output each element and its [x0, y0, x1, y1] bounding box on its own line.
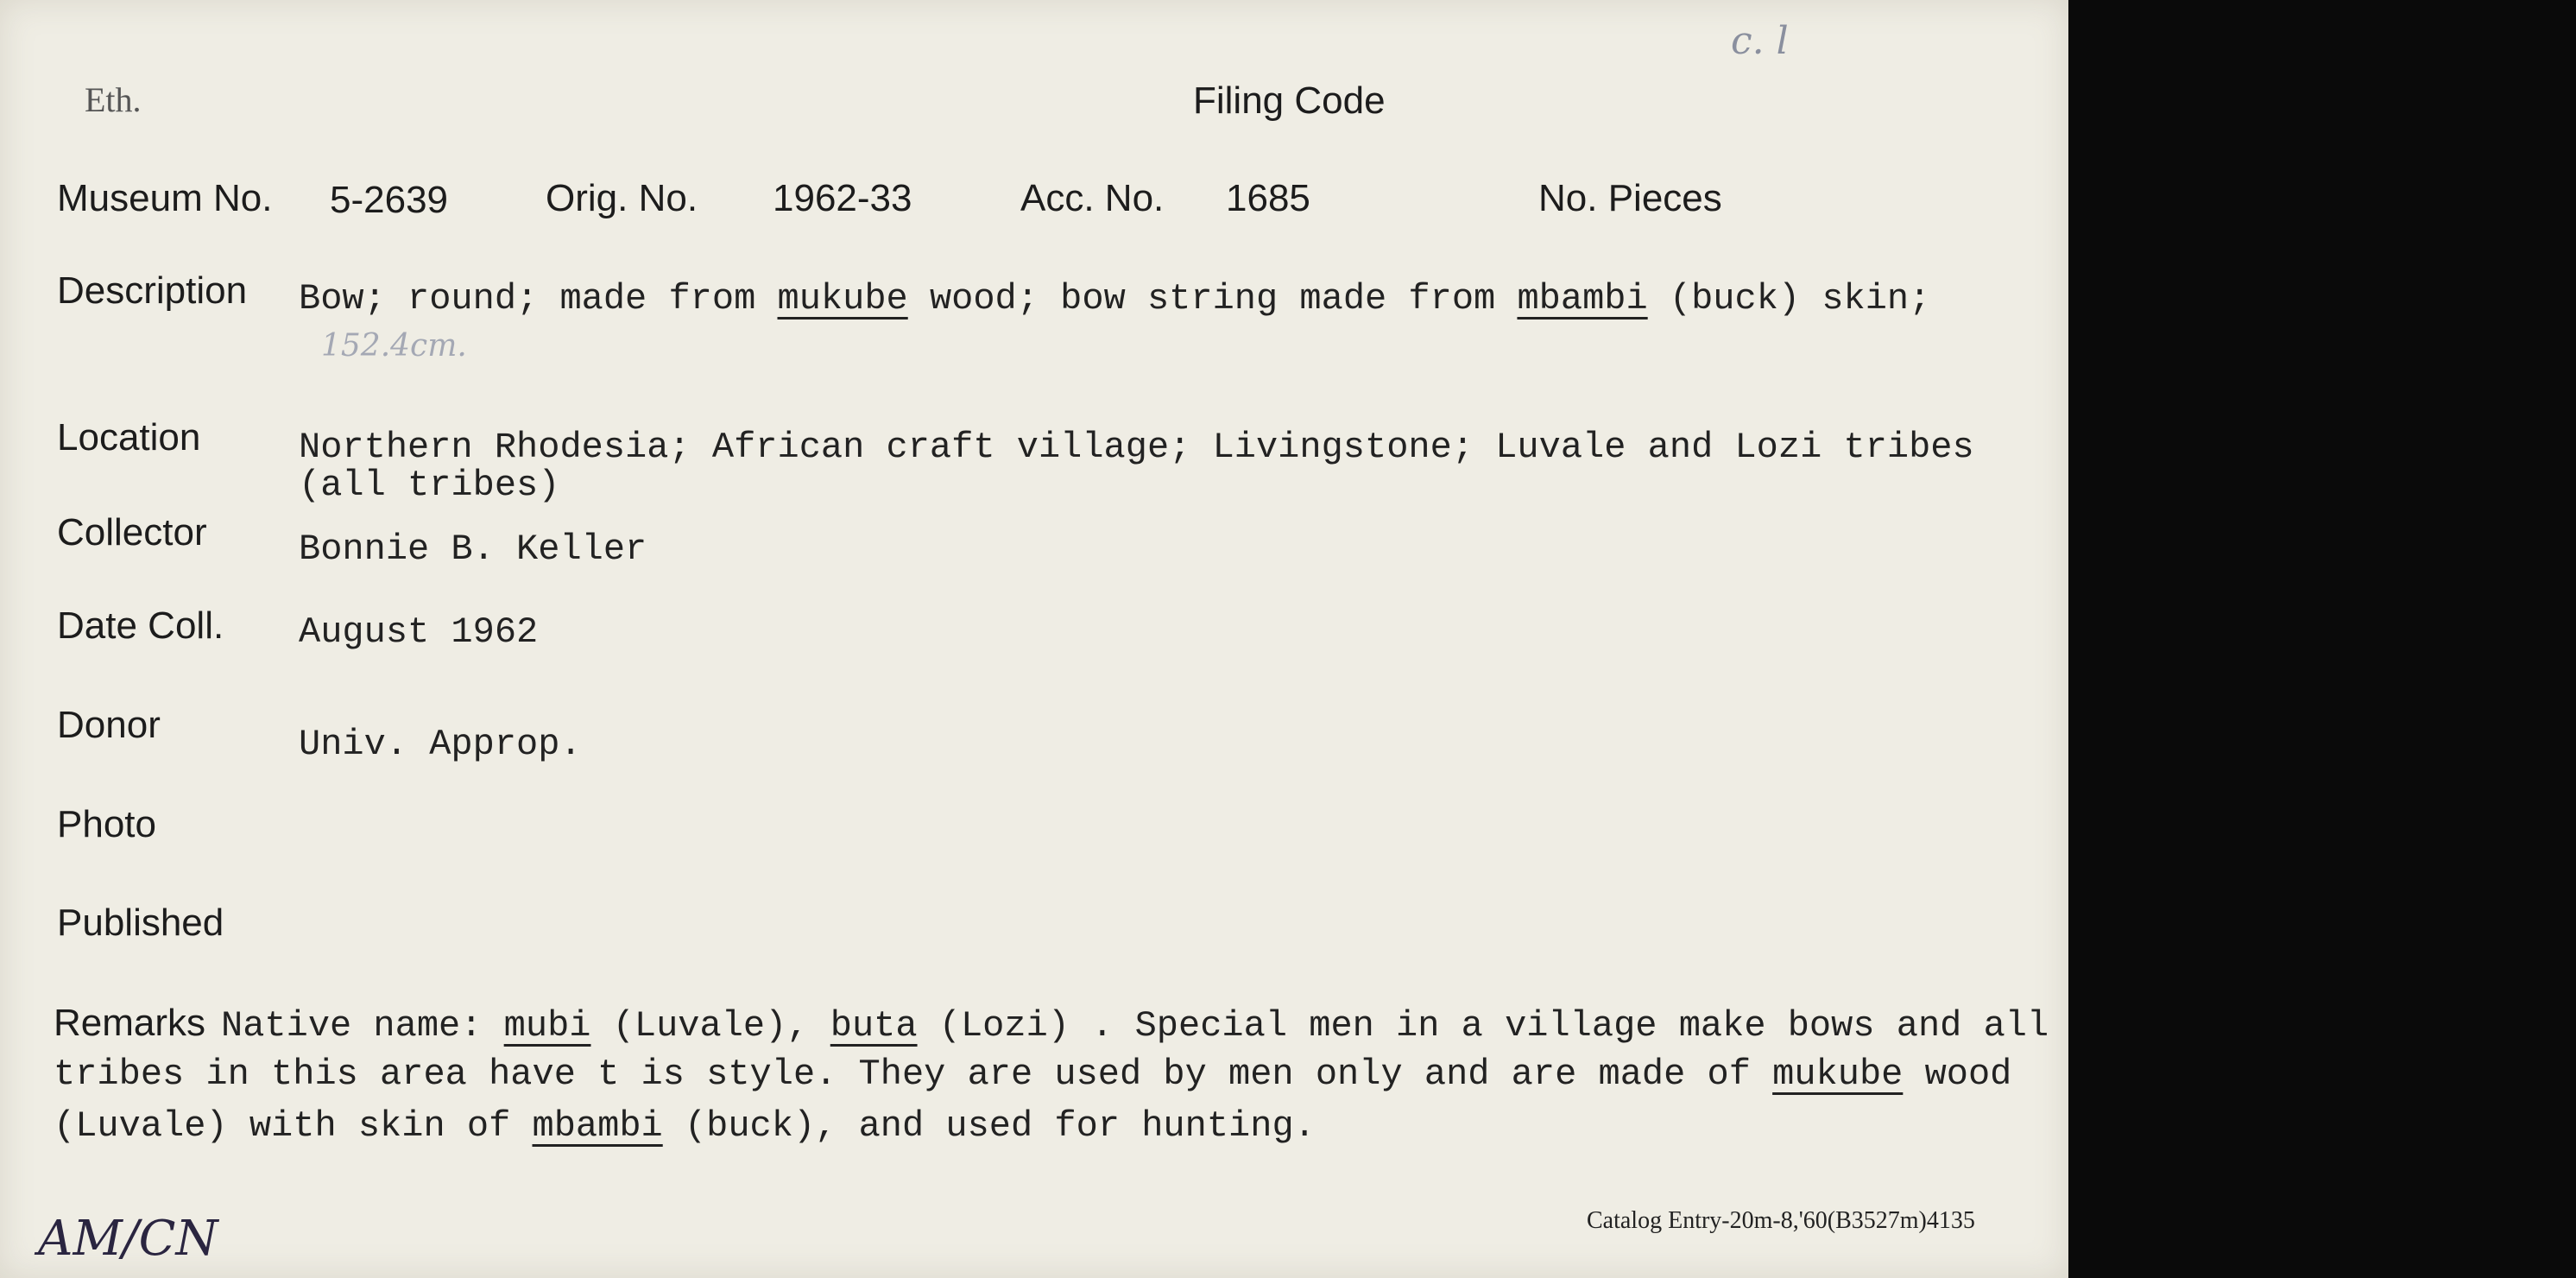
donor-label: Donor: [57, 704, 161, 746]
description-label: Description: [57, 269, 248, 312]
description-handwritten-length: 152.4cm.: [321, 328, 467, 364]
collector-label: Collector: [57, 511, 207, 554]
remarks-part-underlined: mbambi: [532, 1105, 663, 1147]
museum-no-value: 5-2639: [330, 179, 449, 221]
orig-no-value: 1962-33: [773, 177, 912, 219]
acc-no-label: Acc. No.: [1020, 177, 1165, 219]
remarks-part-underlined: mukube: [1772, 1053, 1904, 1095]
remarks-part: (buck), and used for hunting.: [662, 1105, 1316, 1147]
remarks-part: Native name:: [221, 1005, 504, 1047]
collector-value: Bonnie B. Keller: [299, 528, 647, 570]
orig-no-label: Orig. No.: [546, 177, 698, 219]
remarks-part: (Luvale),: [590, 1005, 830, 1047]
catalog-entry-footer: Catalog Entry-20m-8,'60(B3527m)4135: [1587, 1207, 1975, 1234]
photo-label: Photo: [57, 803, 156, 845]
no-pieces-label: No. Pieces: [1538, 177, 1722, 219]
description-part: (buck) skin;: [1647, 278, 1931, 320]
location-line-1: Northern Rhodesia; African craft village; Livingstone; Luvale and Lozi tribes: [299, 427, 1974, 468]
remarks-part-underlined: mubi: [503, 1005, 591, 1047]
remarks-line-2: [54, 1053, 2011, 1095]
description-part: Bow; round; made from: [299, 278, 778, 320]
eth-label: Eth.: [85, 80, 142, 119]
remarks-line-1: [221, 1005, 2049, 1047]
remarks-part: wood: [1903, 1053, 2012, 1095]
date-coll-label: Date Coll.: [57, 604, 224, 647]
museum-no-label: Museum No.: [57, 177, 273, 219]
description-text: [299, 278, 1930, 320]
acc-no-value: 1685: [1226, 177, 1310, 219]
remarks-part: (Luvale) with skin of: [54, 1105, 533, 1147]
scan-background: [2068, 0, 2576, 1278]
remarks-part: tribes in this area have t is style. They are used by men only and are made of: [54, 1053, 1773, 1095]
description-part-underlined: mbambi: [1517, 278, 1648, 320]
location-line-2: (all tribes): [299, 465, 560, 506]
remarks-part: (Lozi) . Special men in a village make bows and all: [917, 1005, 2049, 1047]
location-label: Location: [57, 416, 201, 459]
handwritten-initials: AM/CN: [38, 1211, 218, 1267]
remarks-part-underlined: buta: [830, 1005, 918, 1047]
donor-value: Univ. Approp.: [299, 724, 582, 765]
corner-handwritten-mark: c. l: [1731, 19, 1789, 63]
remarks-line-3: [54, 1105, 1316, 1147]
filing-code-label: Filing Code: [1193, 79, 1386, 122]
date-coll-value: August 1962: [299, 611, 539, 653]
description-part-underlined: mukube: [777, 278, 908, 320]
remarks-label: Remarks: [54, 1002, 206, 1044]
description-part: wood; bow string made from: [907, 278, 1518, 320]
published-label: Published: [57, 902, 224, 944]
